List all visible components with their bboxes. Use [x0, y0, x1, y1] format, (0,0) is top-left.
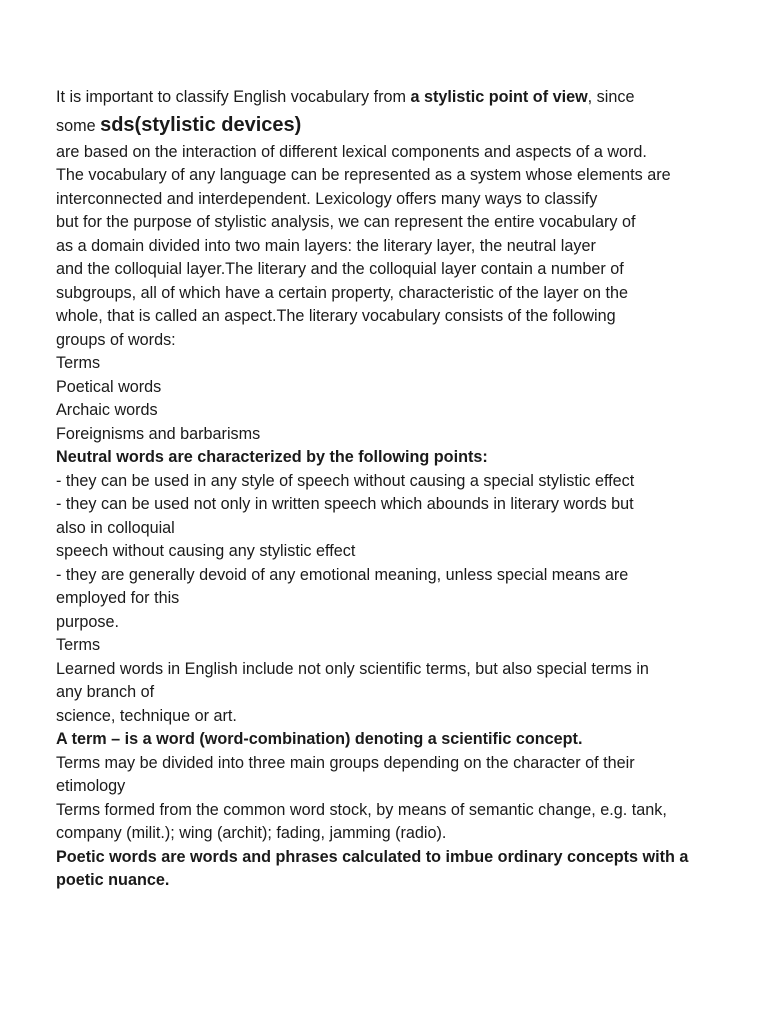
term-definition: A term – is a word (word-combination) denoting a scientific concept.	[56, 730, 583, 748]
terms-heading: Terms	[56, 636, 101, 654]
document-body	[56, 86, 736, 893]
intro-line-2	[56, 110, 736, 141]
list-item-archaic-words: Archaic words	[56, 401, 158, 419]
list-item-poetical-words: Poetical words	[56, 377, 162, 396]
text-line: Learned words in English include not only scientific terms, but also special terms in	[56, 659, 649, 678]
text-line: - they are generally devoid of any emotional meaning, unless special means are	[56, 565, 629, 584]
text-line: The vocabulary of any language can be represented as a system whose elements are	[56, 166, 671, 184]
text-line: speech without causing any stylistic effect	[56, 542, 356, 560]
text-line: interconnected and interdependent. Lexicology offers many ways to classify	[56, 189, 598, 208]
text-line: science, technique or art.	[56, 706, 237, 725]
poetic-words-definition: Poetic words are words and phrases calculated to imbue ordinary concepts with a	[56, 847, 689, 866]
text-line: - they can be used in any style of speech without causing a special stylistic effect	[56, 471, 635, 490]
text-line: purpose.	[56, 612, 119, 631]
text-line: etimology	[56, 777, 126, 795]
list-item-foreignisms: Foreignisms and barbarisms	[56, 424, 261, 443]
sds-heading: sds(stylistic devices)	[100, 113, 302, 136]
text-line: Terms formed from the common word stock, by means of semantic change, e.g. tank,	[56, 800, 667, 819]
intro-line-1	[56, 86, 736, 110]
text-line: also in colloquial	[56, 518, 175, 537]
intro-text: It is important to classify English vocabulary from	[56, 88, 411, 106]
neutral-words-heading: Neutral words are characterized by the following points:	[56, 448, 488, 466]
text-line: employed for this	[56, 589, 180, 607]
text-line: groups of words:	[56, 330, 176, 349]
list-item-terms: Terms	[56, 354, 101, 372]
text-line: whole, that is called an aspect.The literary vocabulary consists of the following	[56, 307, 616, 325]
text-line: Terms may be divided into three main groups depending on the character of their	[56, 753, 635, 772]
intro-bold-phrase: a stylistic point of view	[410, 88, 588, 106]
text-line: are based on the interaction of different lexical components and aspects of a word.	[56, 142, 647, 161]
text-line: subgroups, all of which have a certain property, characteristic of the layer on the	[56, 283, 628, 302]
text-line: and the colloquial layer.The literary and the colloquial layer contain a number of	[56, 260, 624, 278]
text-line: - they can be used not only in written speech which abounds in literary words but	[56, 495, 634, 513]
text-line: but for the purpose of stylistic analysis, we can represent the entire vocabulary of	[56, 213, 636, 231]
text-line: any branch of	[56, 683, 155, 701]
intro-some: some	[56, 116, 101, 135]
intro-suffix: , since	[587, 88, 635, 106]
text-line: company (milit.); wing (archit); fading, jamming (radio).	[56, 824, 447, 842]
text-line: as a domain divided into two main layers: the literary layer, the neutral layer	[56, 236, 596, 255]
poetic-words-definition-cont: poetic nuance.	[56, 871, 170, 889]
